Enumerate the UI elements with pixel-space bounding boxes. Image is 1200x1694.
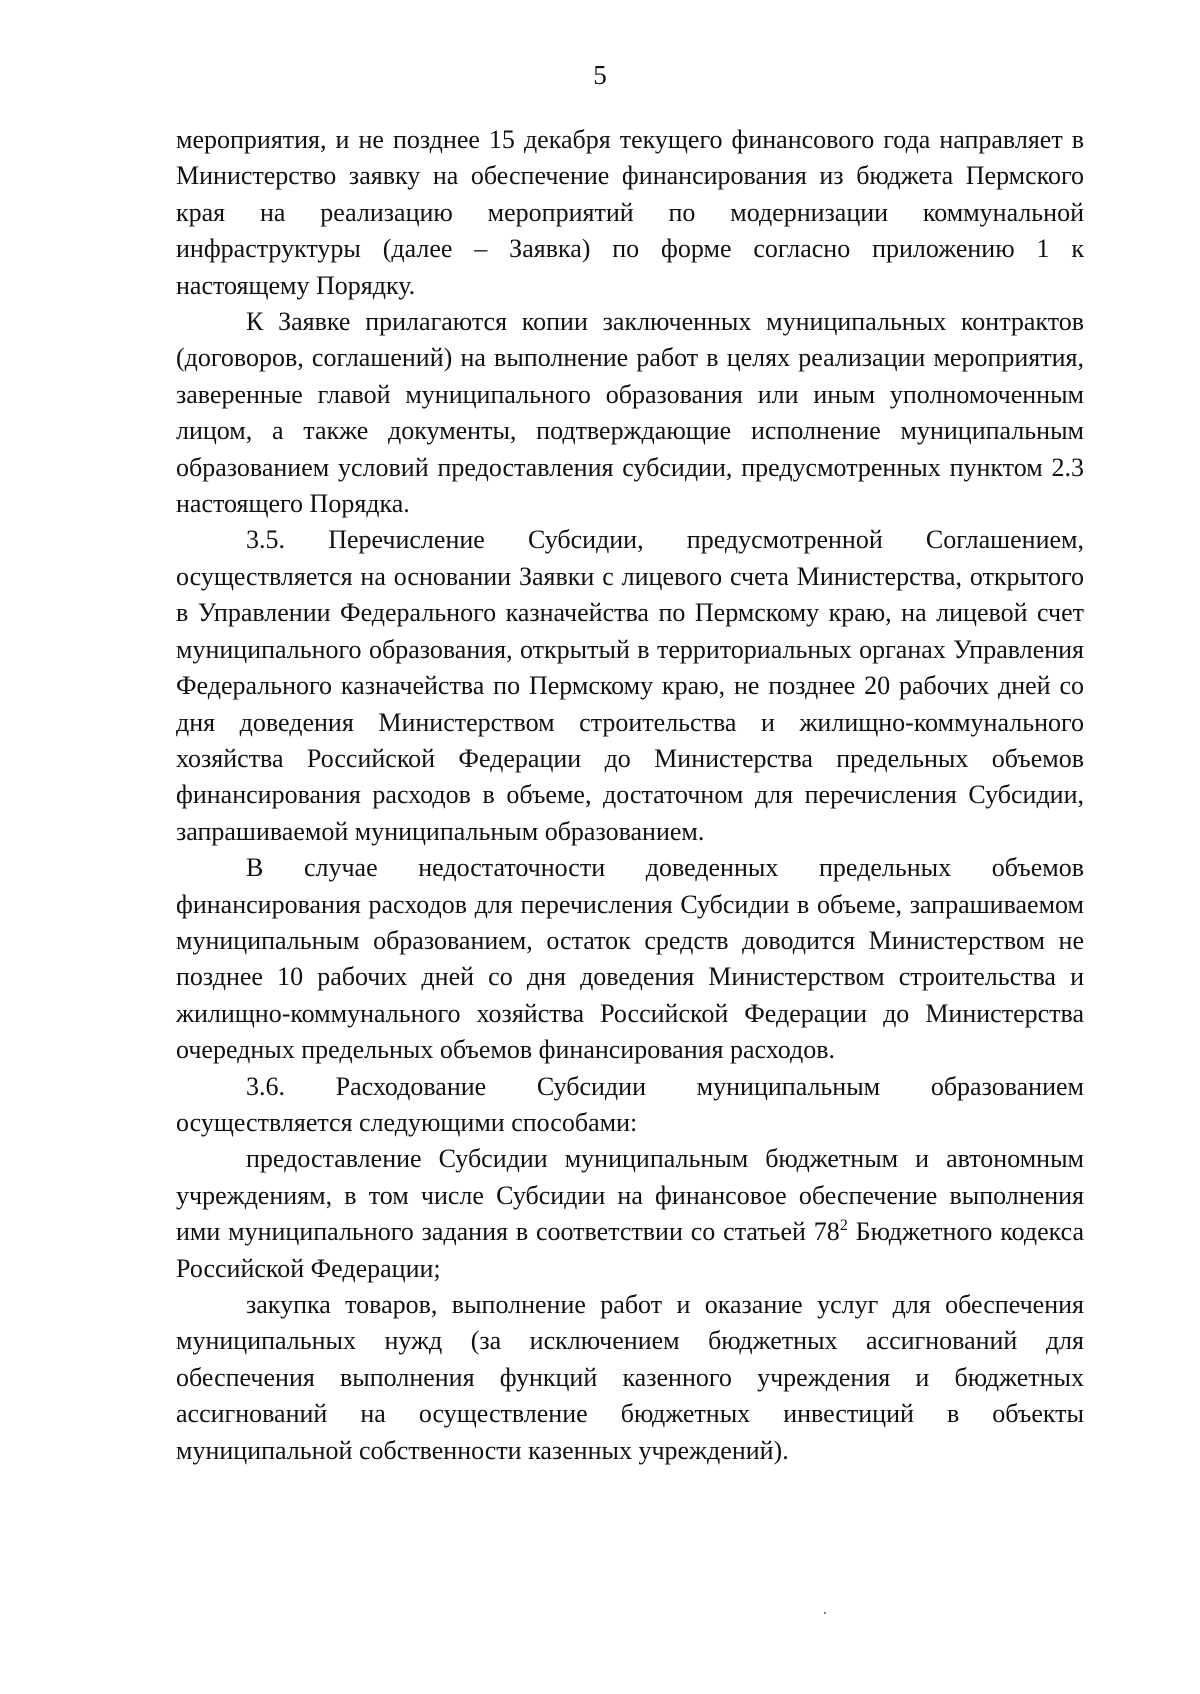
paragraph-subsidy-provision-text: предоставление Субсидии муниципальным бюджетным и автономным учреждениям, в том числе Субсидии на финансовое обеспечение выполнения ими муниципального задания в соответствии со статьей 78: [176, 1144, 1084, 1247]
paragraph-3-5: 3.5. Перечисление Субсидии, предусмотренной Соглашением, осуществляется на основании Заявки с лицевого счета Министерства, открытого в Управлении Федерального казначейства по Пермскому краю, на лицевой счет муниципального образования, открытый в территориальных органах Управления Федерального казначейства по Пермскому краю, не позднее 20 рабочих дней со дня доведения Министерством строительства и жилищно-коммунального хозяйства Российской Федерации до Министерства предельных объемов финансирования расходов в объеме, достаточном для перечисления Субсидии, запрашиваемой муниципальным образованием.: [176, 525, 1084, 846]
page-number: 5: [593, 60, 607, 90]
paragraph-application-attachments: К Заявке прилагаются копии заключенных муниципальных контрактов (договоров, соглашений) на выполнение работ в целях реализации мероприятия, заверенные главой муниципального образования или иным уполномоченным лицом, а также документы, подтверждающие исполнение муниципальным образованием условий предоставления субсидии, предусмотренных пунктом 2.3 настоящего Порядка.: [176, 307, 1084, 519]
paragraph-3-6: 3.6. Расходование Субсидии муниципальным образованием осуществляется следующими способами:: [176, 1071, 1084, 1137]
paragraph-procurement: закупка товаров, выполнение работ и оказание услуг для обеспечения муниципальных нужд (за исключением бюджетных ассигнований для обеспечения выполнения функций казенного учреждения и бюджетных ассигнований на осуществление бюджетных инвестиций в объекты муниципальной собственности казенных учреждений).: [176, 1290, 1084, 1465]
paragraph-subsidy-provision-tail: Бюджетного кодекса Российской Федерации;: [176, 1217, 1084, 1283]
scan-speck: [824, 1612, 826, 1614]
paragraph-subsidy-provision: [176, 1141, 1084, 1287]
article-superscript: 2: [839, 1217, 848, 1235]
paragraph-insufficient-limits: В случае недостаточности доведенных предельных объемов финансирования расходов для перечисления Субсидии в объеме, запрашиваемом муниципальным образованием, остаток средств доводится Министерством не позднее 10 рабочих дней со дня доведения Министерством строительства и жилищно-коммунального хозяйства Российской Федерации до Министерства очередных предельных объемов финансирования расходов.: [176, 853, 1084, 1065]
document-body: [176, 122, 1084, 1469]
paragraph-continuation: мероприятия, и не позднее 15 декабря текущего финансового года направляет в Министерство заявку на обеспечение финансирования из бюджета Пермского края на реализацию мероприятий по модернизации коммунальной инфраструктуры (далее – Заявка) по форме согласно приложению 1 к настоящему Порядку.: [176, 125, 1084, 300]
